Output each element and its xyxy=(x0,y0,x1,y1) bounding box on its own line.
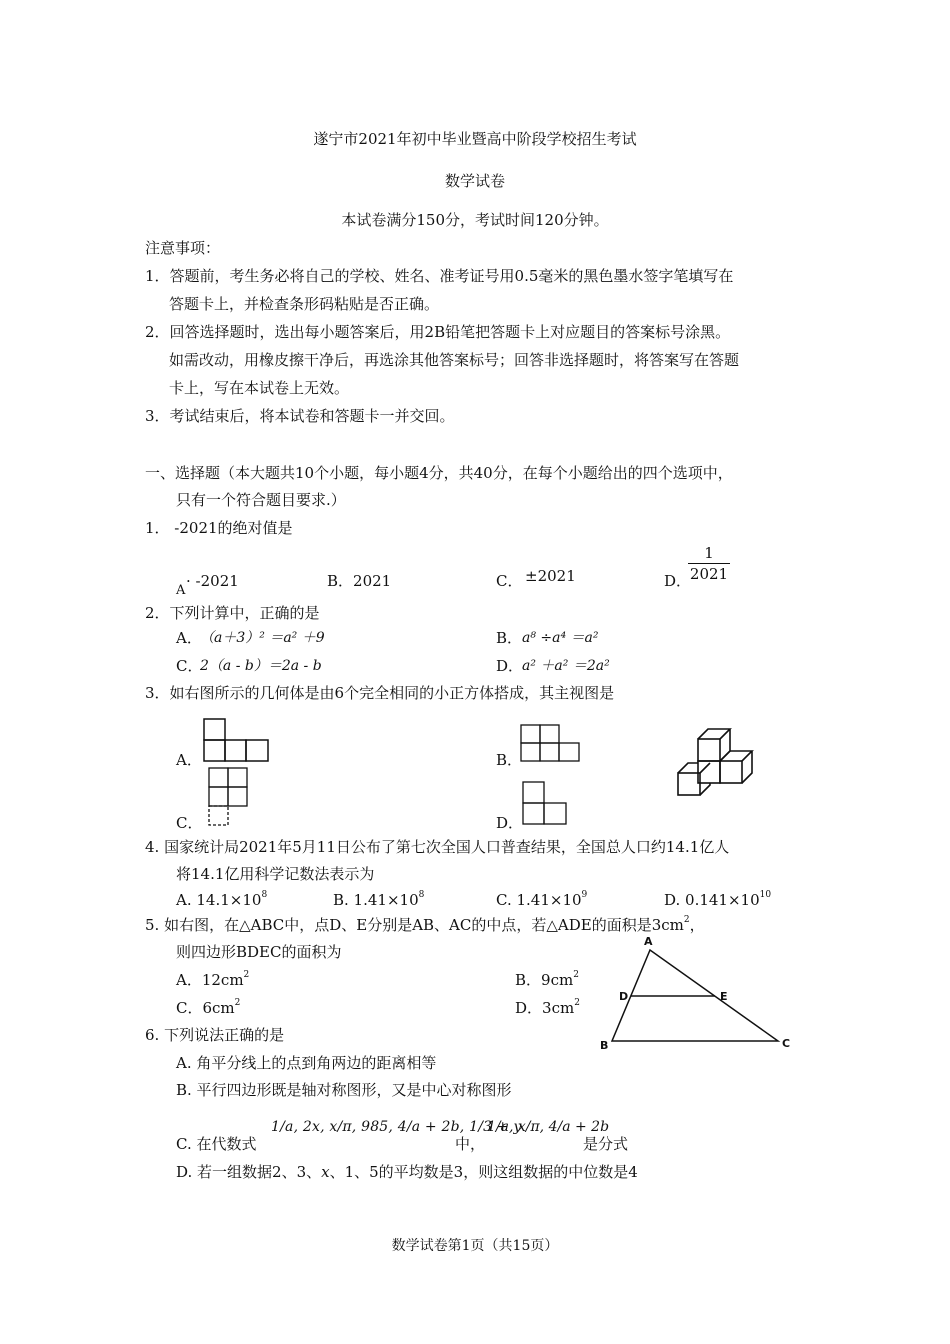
q5-stem-exponent: 2 xyxy=(683,915,690,925)
q5-a-exponent: 2 xyxy=(243,970,250,980)
q2-option-b-expr: a⁸ ÷a⁴ ＝a² xyxy=(522,630,599,646)
q6-stem: 6. 下列说法正确的是 xyxy=(145,1026,285,1044)
q1-option-b: B．2021 xyxy=(327,572,392,590)
q5-stem-tail: ， xyxy=(689,916,705,934)
note-2-line-1: 2．回答选择题时，选出每小题答案后，用2B铅笔把答题卡上对应题目的答案标号涂黑。 xyxy=(145,323,731,341)
q5-option-c xyxy=(176,998,240,1018)
q6-d-pre: D. 若一组数据2、3、 xyxy=(176,1163,322,1181)
exam-subject: 数学试卷 xyxy=(444,172,505,190)
q6-option-b: B. 平行四边形既是轴对称图形，又是中心对称图形 xyxy=(176,1081,512,1099)
q5-d-exponent: 2 xyxy=(574,998,580,1008)
q3-option-a-label: A． xyxy=(176,751,202,769)
q2-option-d-label: D． xyxy=(496,657,524,675)
q3-option-d-label: D． xyxy=(496,814,524,832)
q4-option-b xyxy=(333,890,424,910)
q6-option-c-fractions: 1/a, x/π, 4/a + 2b xyxy=(487,1119,610,1135)
q6-d-variable: x xyxy=(321,1163,330,1181)
q4-a-base: A. 14.1×10 xyxy=(176,891,262,909)
q3-option-c-label: C． xyxy=(176,814,203,832)
q6-option-c-suffix: 是分式 xyxy=(583,1135,629,1153)
q1-option-d-label: D． xyxy=(664,572,692,590)
q1-option-a-label: A xyxy=(176,583,186,598)
q1-option-d-fraction xyxy=(688,544,730,583)
q5-b-exponent: 2 xyxy=(573,970,579,980)
q4-d-exponent: 10 xyxy=(759,890,772,900)
q6-option-c-expression-list: 1/a, 2x, x/π, 985, 4/a + 2b, 1/3 + y xyxy=(271,1119,522,1135)
point-e-label: E xyxy=(720,990,728,1003)
q3-option-d-view xyxy=(522,781,570,827)
section-heading-line-1: 一、选择题（本大题共10个小题，每小题4分，共40分，在每个小题给出的四个选项中， xyxy=(145,464,733,482)
q3-solid-figure xyxy=(676,720,772,800)
q6-d-post: 、1、5的平均数是3，则这组数据的中位数是4 xyxy=(329,1163,638,1181)
q1-d-numerator: 1 xyxy=(704,544,714,562)
q5-stem-text: 5. 如右图，在△ABC中，点D、E分别是AB、AC的中点，若△ADE的面积是3cm xyxy=(145,916,684,934)
q3-option-c-view xyxy=(208,767,252,827)
section-heading-line-2: 只有一个符合题目要求.） xyxy=(176,491,346,509)
note-1-line-1: 1．答题前，考生务必将自己的学校、姓名、准考证号用0.5毫米的黑色墨水签字笔填写在 xyxy=(145,267,734,285)
q2-option-a-expr: （a＋3）² ＝a² ＋9 xyxy=(200,630,325,646)
q6-option-c-prefix: C. 在代数式 xyxy=(176,1135,257,1153)
exam-info: 本试卷满分150分，考试时间120分钟。 xyxy=(341,211,609,229)
q5-triangle-figure xyxy=(598,934,798,1052)
note-2-line-3: 卡上，写在本试卷上无效。 xyxy=(169,379,350,397)
q4-b-base: B. 1.41×10 xyxy=(333,891,419,909)
q1-option-c-label: C． xyxy=(496,572,523,590)
q3-option-b-view xyxy=(520,724,582,764)
q5-option-a xyxy=(176,970,249,990)
q5-option-b xyxy=(515,970,579,990)
notes-heading: 注意事项： xyxy=(145,239,221,257)
q6-option-c-mid: 中， xyxy=(455,1135,486,1153)
q2-option-b-label: B． xyxy=(496,629,523,647)
q5-c-exponent: 2 xyxy=(234,998,241,1008)
q4-d-base: D. 0.141×10 xyxy=(664,891,760,909)
q4-stem-line-2: 将14.1亿用科学记数法表示为 xyxy=(176,865,375,883)
q2-option-c-label: C． xyxy=(176,657,203,675)
q4-option-a xyxy=(176,890,267,910)
q4-c-base: C. 1.41×10 xyxy=(496,891,582,909)
fraction-bar xyxy=(688,563,730,564)
q2-option-c-expr: 2（a - b）＝2a - b xyxy=(200,658,322,674)
q5-c-text: C．6cm xyxy=(176,999,235,1017)
vertex-b-label: B xyxy=(600,1039,609,1052)
note-1-line-2: 答题卡上，并检查条形码粘贴是否正确。 xyxy=(169,295,440,313)
q1-d-denominator: 2021 xyxy=(689,565,729,583)
q5-d-text: D．3cm xyxy=(515,999,575,1017)
q1-option-a-value: · -2021 xyxy=(186,572,239,590)
q4-b-exponent: 8 xyxy=(418,890,425,900)
q2-option-a-label: A． xyxy=(176,629,202,647)
q4-a-exponent: 8 xyxy=(261,890,268,900)
q1-option-c-value: ±2021 xyxy=(525,567,576,585)
q5-option-d xyxy=(515,998,580,1018)
q2-option-d-expr: a² ＋a² ＝2a² xyxy=(522,658,610,674)
q1-stem: 1． -2021的绝对值是 xyxy=(145,519,293,537)
exam-title: 遂宁市2021年初中毕业暨高中阶段学校招生考试 xyxy=(313,130,637,148)
q5-stem-line-1 xyxy=(145,915,705,935)
vertex-a-label: A xyxy=(644,935,653,948)
q6-option-d xyxy=(176,1162,638,1182)
q2-stem: 2．下列计算中，正确的是 xyxy=(145,604,320,622)
note-3: 3．考试结束后，将本试卷和答题卡一并交回。 xyxy=(145,407,455,425)
vertex-c-label: C xyxy=(782,1037,791,1050)
point-d-label: D xyxy=(619,990,629,1003)
q6-option-a: A. 角平分线上的点到角两边的距离相等 xyxy=(176,1054,437,1072)
q4-option-c xyxy=(496,890,587,910)
q4-c-exponent: 9 xyxy=(581,890,588,900)
page-footer: 数学试卷第1页（共15页） xyxy=(391,1238,559,1254)
q4-option-d xyxy=(664,890,771,910)
q4-stem-line-1: 4. 国家统计局2021年5月11日公布了第七次全国人口普查结果，全国总人口约14.1亿人 xyxy=(145,838,730,856)
note-2-line-2: 如需改动，用橡皮擦干净后，再选涂其他答案标号；回答非选择题时，将答案写在答题 xyxy=(169,351,740,369)
q3-option-b-label: B． xyxy=(496,751,523,769)
q5-stem-line-2: 则四边形BDEC的面积为 xyxy=(176,943,342,961)
q3-stem: 3．如右图所示的几何体是由6个完全相同的小正方体搭成，其主视图是 xyxy=(145,684,615,702)
q3-option-a-view xyxy=(203,718,271,764)
q5-b-text: B．9cm xyxy=(515,971,574,989)
q5-a-text: A．12cm xyxy=(176,971,244,989)
